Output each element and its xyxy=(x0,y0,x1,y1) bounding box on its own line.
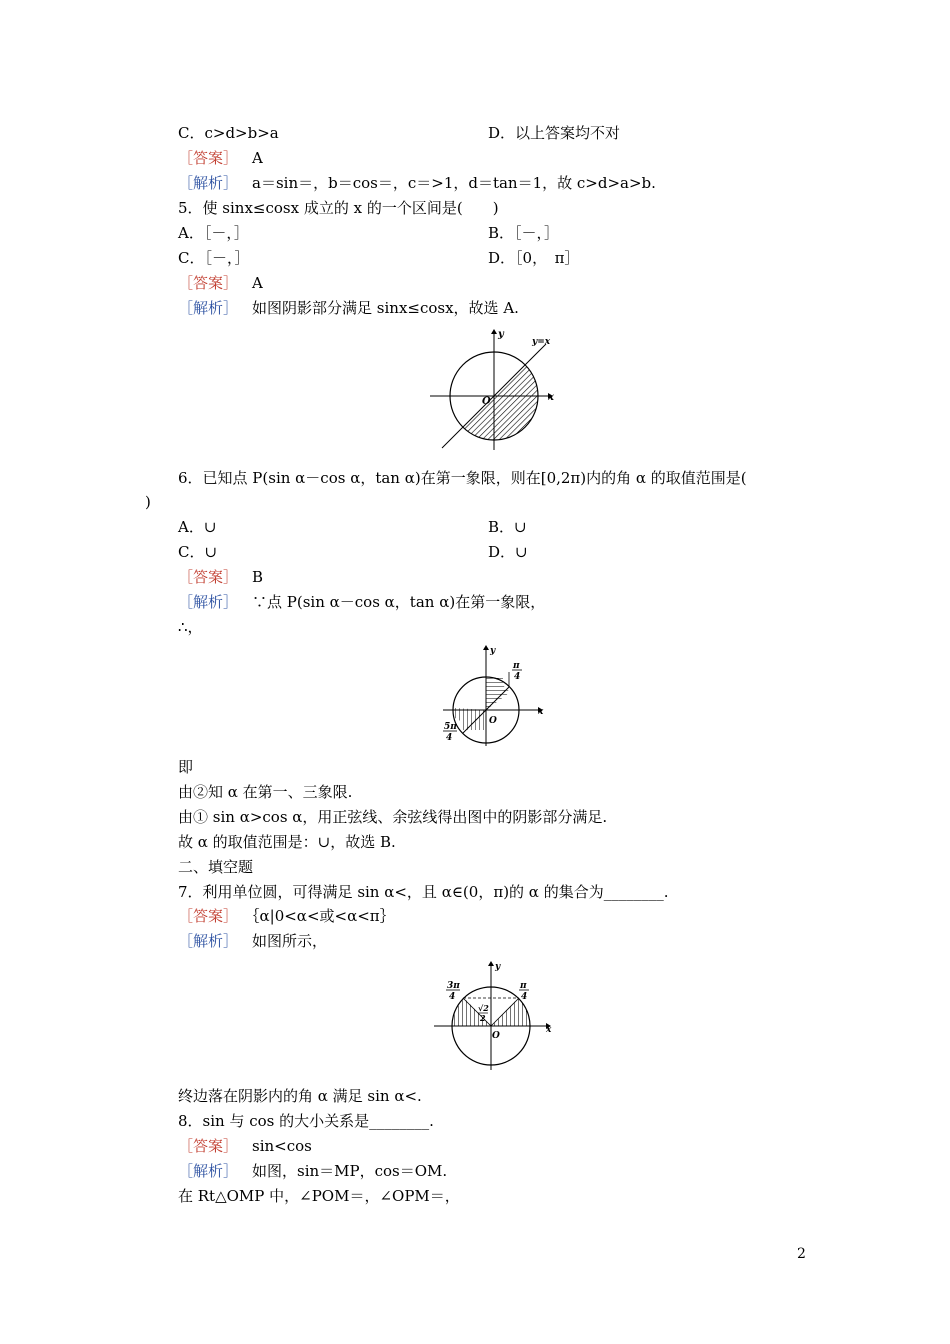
question-7: 7．利用单位圆，可得满足 sin α<，且 α∈(0，π)的 α 的集合为________. xyxy=(178,883,669,901)
option-d: D．以上答案均不对 xyxy=(488,124,621,142)
q7-analysis xyxy=(178,931,327,951)
analysis-text: 如图，sin＝MP，cos＝OM. xyxy=(252,1162,448,1180)
answer-value: A xyxy=(252,274,263,292)
analysis-tag: ［解析］ xyxy=(178,299,239,317)
right-angle-num: π xyxy=(520,981,527,991)
unit-circle-figure-3 xyxy=(430,958,560,1074)
y-axis-label: y xyxy=(490,646,496,656)
answer-value: sin<cos xyxy=(252,1137,312,1155)
analysis-tag: ［解析］ xyxy=(178,174,239,192)
angle-label-bot-den: 4 xyxy=(446,733,453,743)
q6-answer xyxy=(178,567,263,587)
half-den: 2 xyxy=(480,1013,486,1023)
question-6: 6．已知点 P(sin α－cos α，tan α)在第一象限，则在[0,2π)内的角 α 的取值范围是( xyxy=(178,469,747,487)
q5-option-b: B．［－，］ xyxy=(488,224,560,242)
analysis-tag: ［解析］ xyxy=(178,593,239,611)
y-axis-label: y xyxy=(495,962,501,972)
unit-circle-figure-1 xyxy=(420,326,560,450)
angle-label-top-den: 4 xyxy=(514,672,521,682)
q5-option-d: D．［0， π］ xyxy=(488,249,580,267)
analysis-text: 如图阴影部分满足 sinx≤cosx，故选 A. xyxy=(252,299,519,317)
q5-answer xyxy=(178,273,263,293)
answer-tag: ［答案］ xyxy=(178,568,239,586)
origin-label: O xyxy=(492,1031,500,1041)
answer-line xyxy=(178,148,263,168)
analysis-step-1: 由① sin α>cos α，用正弦线、余弦线得出图中的阴影部分满足. xyxy=(178,808,608,826)
answer-tag: ［答案］ xyxy=(178,149,239,167)
q8-triangle-line: 在 Rt△OMP 中，∠POM＝，∠OPM＝， xyxy=(178,1187,460,1205)
q8-analysis xyxy=(178,1161,447,1181)
angle-label-bot-num: 5π xyxy=(444,722,457,732)
answer-value: A xyxy=(252,149,263,167)
y-axis-label: y xyxy=(498,329,504,340)
q5-option-a: A．［－，］ xyxy=(178,224,249,242)
answer-tag: ［答案］ xyxy=(178,274,239,292)
q6-option-b: B．∪ xyxy=(488,518,527,536)
analysis-text: 如图所示， xyxy=(252,932,328,950)
q5-option-c: C．［－，］ xyxy=(178,249,250,267)
page-number: 2 xyxy=(797,1246,806,1262)
analysis-tag: ［解析］ xyxy=(178,1162,239,1180)
section-heading: 二、填空题 xyxy=(178,858,254,876)
angle-label-top-num: π xyxy=(513,661,520,671)
option-c: C．c>d>b>a xyxy=(178,124,279,142)
x-axis-label: x xyxy=(548,392,554,403)
origin-label: O xyxy=(489,716,497,726)
analysis-text: ∵点 P(sin α－cos α，tan α)在第一象限， xyxy=(252,593,546,611)
analysis-conclusion: 故 α 的取值范围是：∪，故选 B. xyxy=(178,833,396,851)
q8-answer xyxy=(178,1136,312,1156)
q7-answer xyxy=(178,906,395,926)
analysis-tag: ［解析］ xyxy=(178,932,239,950)
q7-conclusion: 终边落在阴影内的角 α 满足 sin α<. xyxy=(178,1087,422,1105)
right-angle-den: 4 xyxy=(521,992,528,1002)
half-num: √2 xyxy=(478,1003,489,1013)
origin-label: O xyxy=(482,396,491,407)
answer-value: ｛α|0<α<或<α<π｝ xyxy=(252,907,395,925)
answer-tag: ［答案］ xyxy=(178,1137,239,1155)
line-label: y=x xyxy=(532,337,551,347)
q6-option-d: D．∪ xyxy=(488,543,528,561)
unit-circle-figure-2 xyxy=(435,642,555,746)
x-axis-label: x xyxy=(546,1025,552,1035)
question-8: 8．sin 与 cos 的大小关系是________. xyxy=(178,1112,434,1130)
question-5: 5．使 sinx≤cosx 成立的 x 的一个区间是( ) xyxy=(178,199,499,217)
analysis-step-2: 由②知 α 在第一、三象限. xyxy=(178,783,353,801)
left-angle-num: 3π xyxy=(447,981,460,991)
answer-value: B xyxy=(252,568,264,586)
question-6-cont: ) xyxy=(145,493,151,511)
q5-analysis xyxy=(178,298,519,318)
analysis-line xyxy=(178,173,656,193)
x-axis-label: x xyxy=(538,707,544,717)
q6-analysis xyxy=(178,592,545,612)
therefore-line: ∴， xyxy=(178,618,203,636)
left-angle-den: 4 xyxy=(449,992,456,1002)
analysis-text: a＝sin＝，b＝cos＝，c＝>1，d＝tan＝1，故 c>d>a>b. xyxy=(252,174,656,192)
q6-option-c: C．∪ xyxy=(178,543,218,561)
answer-tag: ［答案］ xyxy=(178,907,239,925)
q6-option-a: A．∪ xyxy=(178,518,217,536)
namely-line: 即 xyxy=(178,758,194,776)
